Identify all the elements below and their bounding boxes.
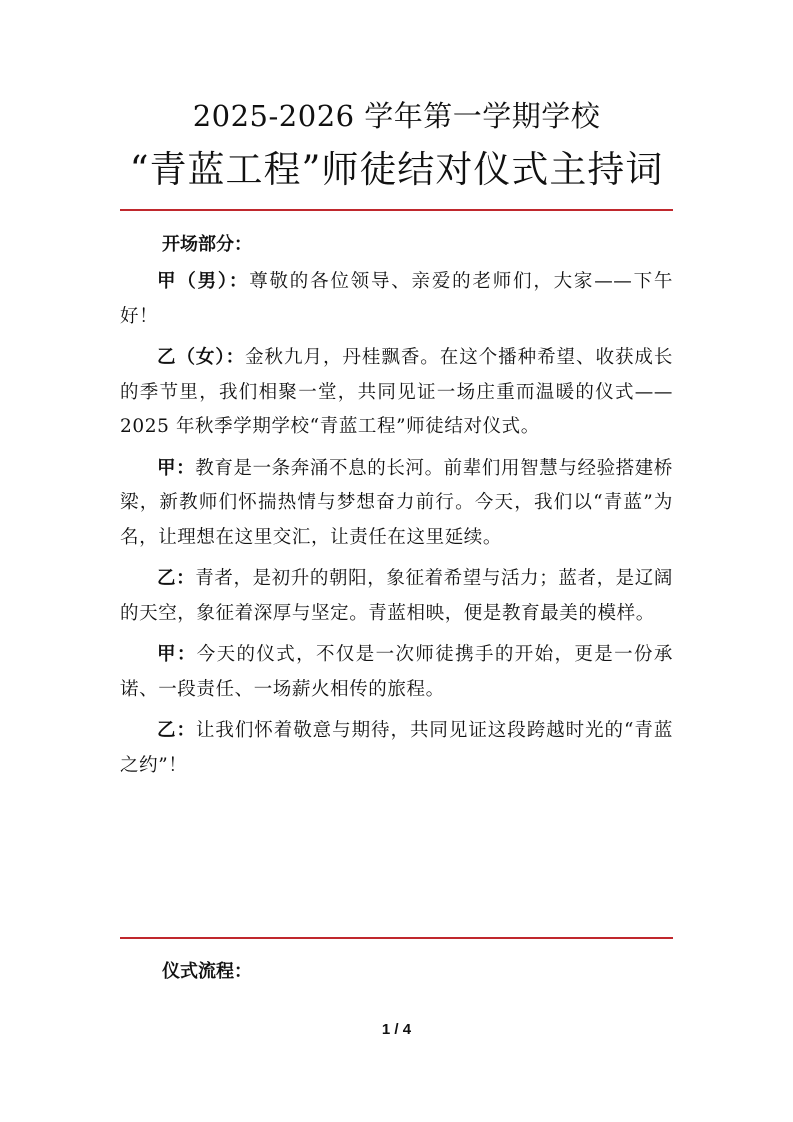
title-line-2: “青蓝工程”师徒结对仪式主持词 (129, 148, 664, 191)
paragraph-text: 尊敬的各位领导、亲爱的老师们，大家——下午好！ (120, 271, 673, 327)
paragraph (120, 638, 673, 707)
section-heading-opening: 开场部分： (162, 234, 252, 255)
paragraph-text: 让我们怀着敬意与期待，共同见证这段跨越时光的“青蓝之约”！ (120, 720, 673, 776)
red-divider-bottom (120, 937, 673, 939)
speaker-label: 甲： (157, 644, 197, 665)
paragraph-text: 金秋九月，丹桂飘香。在这个播种希望、收获成长的季节里，我们相聚一堂，共同见证一场庄重而温暖的仪式——2025 年秋季学期学校“青蓝工程”师徒结对仪式。 (120, 347, 673, 437)
speaker-label: 乙： (157, 720, 196, 741)
paragraph-text: 青者，是初升的朝阳，象征着希望与活力；蓝者，是辽阔的天空，象征着深厚与坚定。青蓝相映，便是教育最美的模样。 (120, 568, 673, 624)
opening-body (120, 265, 673, 783)
speaker-label: 乙（女）： (157, 347, 246, 368)
section-heading-process: 仪式流程： (162, 961, 252, 982)
paragraph (120, 714, 673, 783)
speaker-label: 甲： (157, 457, 196, 479)
speaker-label: 乙： (157, 568, 196, 589)
paragraph (120, 452, 673, 556)
paragraph-text: 今天的仪式，不仅是一次师徒携手的开始，更是一份承诺、一段责任、一场薪火相传的旅程。 (120, 644, 674, 700)
page-number: 1 / 4 (381, 1021, 412, 1038)
paragraph (120, 562, 673, 631)
speaker-label: 甲（男）： (157, 271, 250, 292)
paragraph (120, 341, 673, 445)
paragraph (120, 265, 673, 334)
paragraph-text: 教育是一条奔涌不息的长河。前辈们用智慧与经验搭建桥梁，新教师们怀揣热情与梦想奋力前行。今天，我们以“青蓝”为名，让理想在这里交汇，让责任在这里延续。 (120, 457, 673, 548)
red-divider-top (120, 209, 673, 211)
title-line-1: 2025-2026 学年第一学期学校 (192, 99, 601, 133)
